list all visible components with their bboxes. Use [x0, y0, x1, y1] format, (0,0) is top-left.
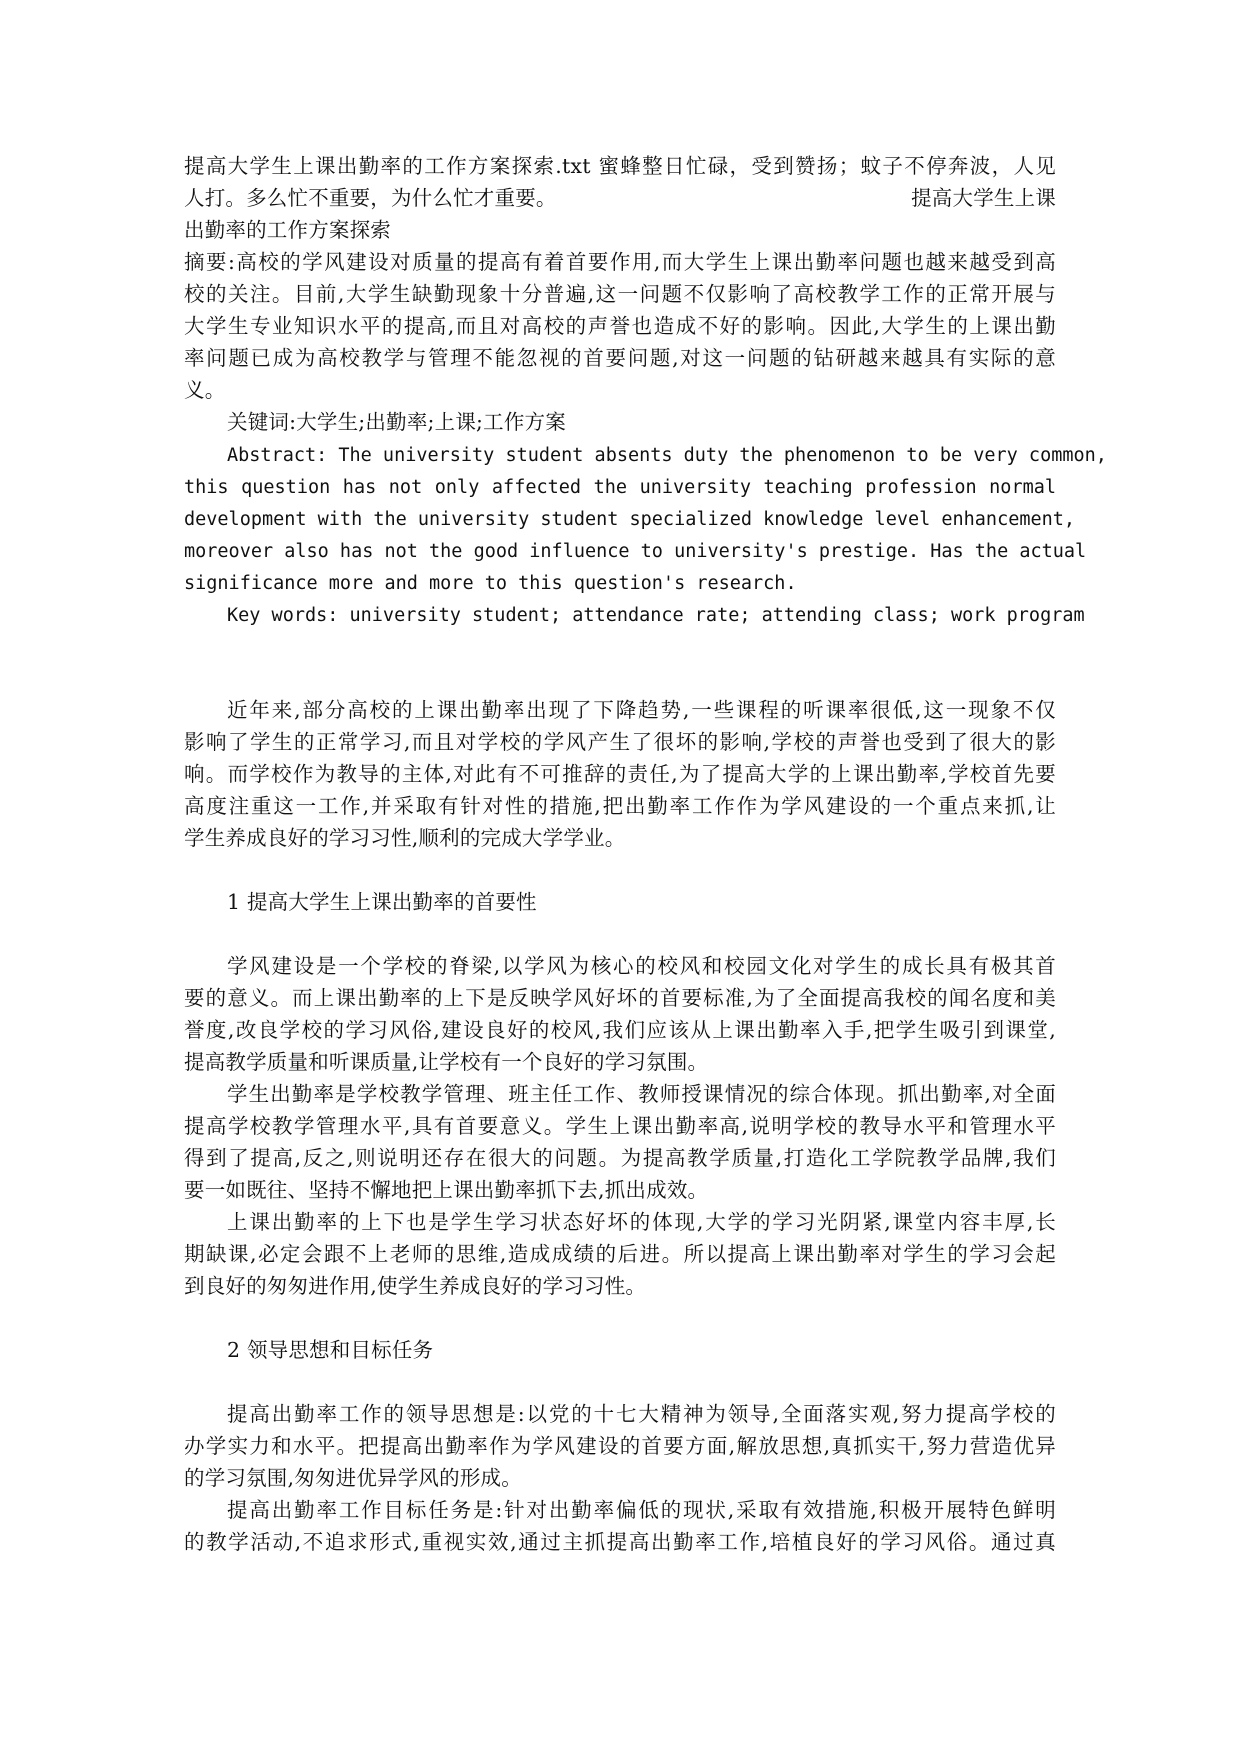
abstract-en-line: development with the university student specialized knowledge level enhancement,: [184, 509, 1076, 530]
header-title-fragment: 提高大学生上课: [911, 186, 1056, 210]
paragraph-line: 要的意义。而上课出勤率的上下是反映学风好坏的首要标准,为了全面提高我校的闻名度和美: [184, 986, 1056, 1010]
keywords-en: Key words: university student; attendance rate; attending class; work program: [227, 605, 1085, 626]
section-heading: 1 提高大学生上课出勤率的首要性: [227, 890, 537, 914]
paragraph-line: 的教学活动,不追求形式,重视实效,通过主抓提高出勤率工作,培植良好的学习风俗。通过真: [184, 1530, 1056, 1554]
paragraph-line: 提高出勤率工作的领导思想是:以党的十七大精神为领导,全面落实观,努力提高学校的: [227, 1402, 1056, 1426]
paragraph-line: 学生出勤率是学校教学管理、班主任工作、教师授课情况的综合体现。抓出勤率,对全面: [227, 1082, 1056, 1106]
abstract-en-line: moreover also has not the good influence to university's prestige. Has the actual: [184, 541, 1087, 562]
paragraph-line: 要一如既往、坚持不懈地把上课出勤率抓下去,抓出成效。: [184, 1178, 709, 1202]
paragraph-line: 提高出勤率工作目标任务是:针对出勤率偏低的现状,采取有效措施,积极开展特色鲜明: [227, 1498, 1056, 1522]
paragraph-line: 誉度,改良学校的学习风俗,建设良好的校风,我们应该从上课出勤率入手,把学生吸引到课堂,: [184, 1018, 1056, 1042]
abstract-en-line: Abstract: The university student absents duty the phenomenon to be very common,: [227, 445, 1107, 466]
paragraph-line: 上课出勤率的上下也是学生学习状态好坏的体现,大学的学习光阴紧,课堂内容丰厚,长: [227, 1210, 1056, 1234]
header-title-continued: 出勤率的工作方案探索: [184, 218, 391, 242]
paragraph-line: 办学实力和水平。把提高出勤率作为学风建设的首要方面,解放思想,真抓实干,努力营造优异: [184, 1434, 1056, 1458]
paragraph-line: 的学习氛围,匆匆进优异学风的形成。: [184, 1466, 522, 1490]
paragraph-line: 提高学校教学管理水平,具有首要意义。学生上课出勤率高,说明学校的教导水平和管理水平: [184, 1114, 1056, 1138]
intro-line: 影响了学生的正常学习,而且对学校的学风产生了很坏的影响,学校的声誉也受到了很大的影: [184, 730, 1056, 754]
paragraph-line: 到良好的匆匆进作用,使学生养成良好的学习习性。: [184, 1274, 647, 1298]
abstract-cn-line: 大学生专业知识水平的提高,而且对高校的声誉也造成不好的影响。因此,大学生的上课出勤: [184, 314, 1056, 338]
abstract-en-line: significance more and more to this question's research.: [184, 573, 797, 594]
header-line: 提高大学生上课出勤率的工作方案探索.txt 蜜蜂整日忙碌，受到赞扬；蚊子不停奔波，人见: [184, 154, 1056, 178]
abstract-en-line: this question has not only affected the university teaching profession normal: [184, 477, 1056, 498]
abstract-cn-line: 摘要:高校的学风建设对质量的提高有着首要作用,而大学生上课出勤率问题也越来越受到高: [184, 250, 1056, 274]
paragraph-line: 提高教学质量和听课质量,让学校有一个良好的学习氛围。: [184, 1050, 709, 1074]
intro-line: 高度注重这一工作,并采取有针对性的措施,把出勤率工作作为学风建设的一个重点来抓,让: [184, 794, 1056, 818]
abstract-cn-line: 率问题已成为高校教学与管理不能忽视的首要问题,对这一问题的钻研越来越具有实际的意: [184, 346, 1056, 370]
keywords-cn: 关键词:大学生;出勤率;上课;工作方案: [227, 410, 566, 434]
abstract-cn-line: 校的关注。目前,大学生缺勤现象十分普遍,这一问题不仅影响了高校教学工作的正常开展与: [184, 282, 1056, 306]
paragraph-line: 期缺课,必定会跟不上老师的思维,造成成绩的后进。所以提高上课出勤率对学生的学习会起: [184, 1242, 1056, 1266]
intro-line: 学生养成良好的学习习性,顺利的完成大学学业。: [184, 826, 626, 850]
paragraph-line: 学风建设是一个学校的脊梁,以学风为核心的校风和校园文化对学生的成长具有极其首: [227, 954, 1056, 978]
intro-line: 响。而学校作为教导的主体,对此有不可推辞的责任,为了提高大学的上课出勤率,学校首先要: [184, 762, 1056, 786]
document-page: [184, 0, 1107, 1754]
abstract-cn-line: 义。: [184, 378, 226, 402]
section-heading: 2 领导思想和目标任务: [227, 1338, 434, 1362]
paragraph-line: 得到了提高,反之,则说明还存在很大的问题。为提高教学质量,打造化工学院教学品牌,我们: [184, 1146, 1056, 1170]
header-line: 人打。多么忙不重要，为什么忙才重要。: [184, 186, 557, 210]
intro-line: 近年来,部分高校的上课出勤率出现了下降趋势,一些课程的听课率很低,这一现象不仅: [227, 698, 1056, 722]
